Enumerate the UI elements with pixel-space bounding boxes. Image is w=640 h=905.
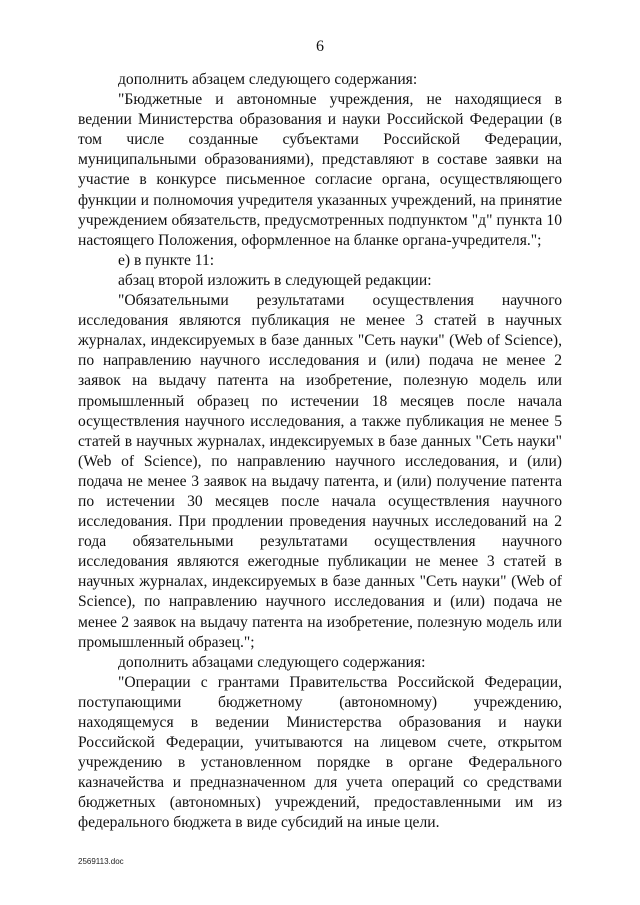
- document-body: [78, 70, 562, 834]
- page-number: 6: [316, 38, 324, 55]
- paragraph-budget-institutions: "Бюджетные и автономные учреждения, не находящиеся в ведении Министерства образования и науки Российской Федерации (в том числе созданные субъектами Российской Федерации, муниципальными образованиями), представляют в составе заявки на участие в конкурсе письменное согласие органа, осуществляющего функции и полномочия учредителя указанных учреждений, на принятие учреждением обязательств, предусмотренных подпунктом "д" пункта 10 настоящего Положения, оформленное на бланке органа-учредителя.";: [78, 91, 562, 249]
- paragraph-second-abzac: абзац второй изложить в следующей редакции:: [118, 271, 432, 289]
- paragraph-grant-operations: "Операции с грантами Правительства Российской Федерации, поступающими бюджетному (автономному) учреждению, находящемуся в ведении Министерства образования и науки Российской Федерации, учитываются на лицевом счете, открытом учреждению в установленном порядке в органе Федерального казначейства и предназначенном для учета операций со средствами бюджетных (автономных) учреждений, предоставленными им из федерального бюджета в виде субсидий на иные цели.: [78, 673, 562, 832]
- paragraph-amend-intro: дополнить абзацем следующего содержания:: [118, 71, 418, 88]
- paragraph-amend-intro-plural: дополнить абзацами следующего содержания:: [118, 653, 426, 671]
- file-name-footer: 2569113.doc: [78, 857, 124, 866]
- paragraph-point-11: е) в пункте 11:: [118, 251, 215, 269]
- paragraph-mandatory-results: "Обязательными результатами осуществления научного исследования являются публикация не менее 3 статей в научных журналах, индексируемых в базе данных "Сеть науки" (Web of Science), по направлению научного исследования и (или) подача не менее 2 заявок на выдачу патента на изобретение, полезную модель или промышленный образец по истечении 18 месяцев после начала осуществления научного исследования, а также публикация не менее 5 статей в научных журналах, индексируемых в базе данных "Сеть науки" (Web of Science), по направлению научного исследования, и (или) подача не менее 3 заявок на выдачу патента, и (или) получение патента по истечении 30 месяцев после начала осуществления научного исследования. При продлении проведения научных исследований на 2 года обязательными результатами осуществления научного исследования являются ежегодные публикации не менее 3 статей в научных журналах, индексируемых в базе данных "Сеть науки" (Web of Science), по направлению научного исследования и (или) подача не менее 2 заявок на выдачу патента на изобретение, полезную модель или промышленный образец.";: [78, 292, 562, 651]
